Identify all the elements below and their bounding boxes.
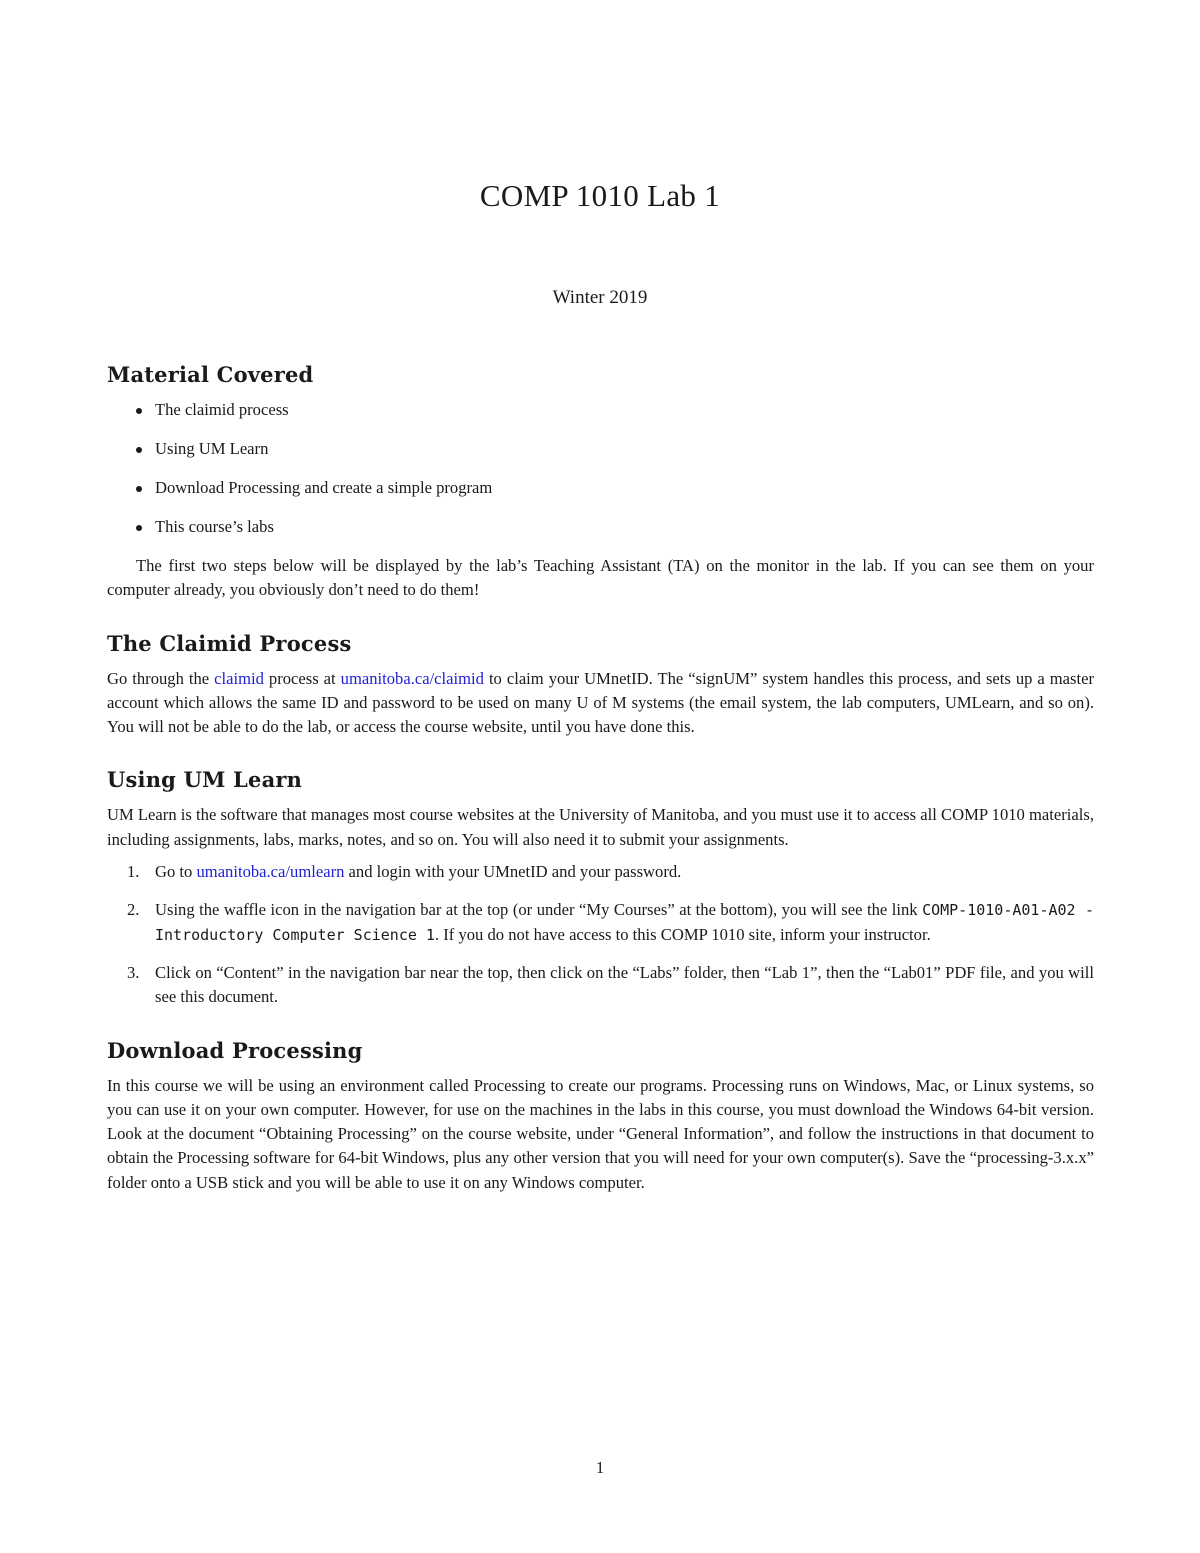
document-title: COMP 1010 Lab 1 <box>479 178 721 213</box>
section-heading: Using UM Learn <box>107 767 303 793</box>
list-item: 2. Using the waffle icon in the navigation bar at the top (or under “My Courses” at the bottom), you will see the link COMP-1010-A01-A02 - Introductory Computer Science 1. If you do not have access to this COMP 1010 site, inform your instructor. <box>127 900 1094 944</box>
list-item: Download Processing and create a simple program <box>107 476 1094 515</box>
claimid-paragraph: Go through the claimid process at umanitoba.ca/claimid to claim your UMnetID. The “signUM” system handles this process, and sets up a master account which allows the same ID and password to be used on many U of M systems (the email system, the lab computers, UMLearn, and so on). You will not be able to do the lab, or access the course website, until you have done this. <box>107 668 1095 737</box>
list-item: 1. Go to umanitoba.ca/umlearn and login with your UMnetID and your password. <box>127 862 682 882</box>
material-list <box>107 398 1094 554</box>
claimid-link[interactable]: claimid <box>214 668 264 688</box>
list-item: 3. Click on “Content” in the navigation bar near the top, then click on the “Labs” folder, then “Lab 1”, then the “Lab01” PDF file, and you will see this document. <box>127 962 1094 1007</box>
document-body <box>107 360 1094 1195</box>
section-material-covered <box>107 360 1094 603</box>
section-heading: Download Processing <box>107 1037 363 1063</box>
section-heading: The Claimid Process <box>107 630 352 656</box>
umlearn-link[interactable]: umanitoba.ca/umlearn <box>196 862 345 882</box>
course-code: COMP-1010-A01-A02 - Introductory Computer Science 1 <box>155 901 1094 944</box>
section-um-learn <box>107 765 1094 1009</box>
list-item: This course’s labs <box>107 515 1094 554</box>
umlearn-steps <box>107 860 1094 1009</box>
bullet-icon <box>136 486 142 492</box>
intro-paragraph: The first two steps below will be displayed by the lab’s Teaching Assistant (TA) on the monitor in the lab. If you can see them on your computer already, you obviously don’t need to do them! <box>107 556 1094 600</box>
page-number: 1 <box>595 1458 605 1477</box>
section-heading: Material Covered <box>107 362 314 387</box>
bullet-icon <box>136 525 142 531</box>
list-item: Using UM Learn <box>107 437 1094 476</box>
section-claimid <box>107 629 1094 740</box>
umlearn-paragraph: UM Learn is the software that manages most course websites at the University of Manitoba, and you must use it to access all COMP 1010 materials, including assignments, labs, marks, notes, and so on. You will also need it to submit your assignments. <box>107 805 1094 849</box>
bullet-icon <box>136 408 142 414</box>
bullet-icon <box>136 447 142 453</box>
download-paragraph: In this course we will be using an environment called Processing to create our programs. Processing runs on Windows, Mac, or Linux systems, so you can use it on your own computer. However, for use on the machines in the labs in this course, you must download the Windows 64-bit version. Look at the document “Obtaining Processing” on the course website, under “General Information”, and follow the instructions in that document to obtain the Processing software for 64-bit Windows, plus any other version that you will need for your own computer(s). Save the “processing-3.x.x” folder onto a USB stick and you will be able to use it on any Windows computer. <box>107 1075 1094 1192</box>
claimid-url-link[interactable]: umanitoba.ca/claimid <box>340 668 484 688</box>
list-item: The claimid process <box>107 398 1094 437</box>
section-download-processing <box>107 1036 1094 1195</box>
document-subtitle: Winter 2019 <box>552 287 648 308</box>
